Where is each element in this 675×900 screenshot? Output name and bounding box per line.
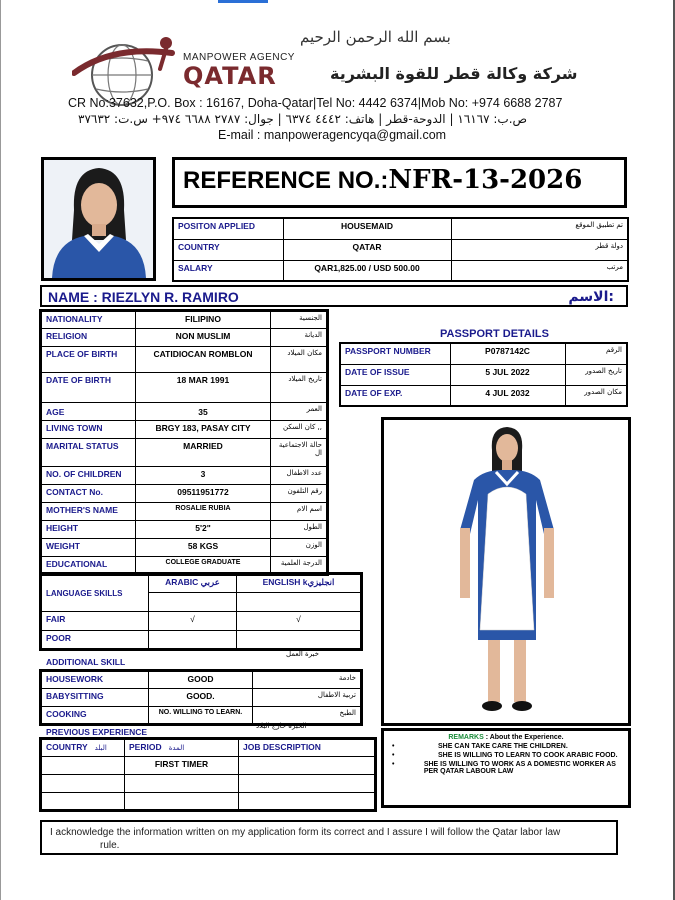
table-row: [41, 612, 362, 631]
full-body-illustration: [384, 420, 628, 723]
table-cell: [239, 757, 376, 775]
passport-row-label-arabic: مكان الصدور: [565, 385, 627, 406]
remark-text: SHE IS WILLING TO LEARN TO COOK ARABIC FOOD.: [438, 752, 618, 759]
table-row: [41, 689, 362, 707]
contact-email: E-mail : manpoweragencyqa@gmail.com: [218, 128, 447, 142]
bismillah-text: بسم الله الرحمن الرحيم: [300, 28, 451, 46]
position-label: POSITON APPLIED: [173, 218, 283, 239]
table-cell: [125, 775, 239, 793]
salary-value: QAR1,825.00 / USD 500.00: [283, 260, 451, 281]
skill-label: HOUSEWORK: [41, 671, 149, 689]
list-item: [392, 761, 620, 775]
row-label: LIVING TOWN: [41, 421, 136, 439]
passport-row-label: PASSPORT NUMBER: [340, 343, 450, 364]
acknowledgement-box: [40, 820, 618, 855]
country-label: COUNTRY: [173, 239, 283, 260]
contact-line-arabic: ص.ب: ١٦١٦٧ | الدوحة-قطر | هاتف: ٤٤٤٢ ٦٣٧٤ | جوال: ٢٧٨٧ ٦٦٨٨ ٩٧٤+ س.ت: ٣٧٦٣٢: [78, 112, 528, 126]
table-row: [41, 739, 376, 757]
brand-title: QATAR: [183, 62, 277, 90]
table-cell: [237, 631, 362, 650]
applicant-portrait-photo: [41, 157, 156, 281]
row-label-arabic: العمر: [271, 403, 328, 421]
poor-label: POOR: [41, 631, 149, 650]
experience-table: [39, 737, 377, 812]
row-label: NATIONALITY: [41, 311, 136, 329]
position-table: [172, 217, 629, 282]
table-row: [41, 671, 362, 689]
brand-title-arabic: شركة وكالة قطر للقوة البشرية: [330, 64, 578, 83]
table-row: [41, 631, 362, 650]
row-value: FILIPINO: [136, 311, 271, 329]
row-label: HEIGHT: [41, 521, 136, 539]
table-row: [41, 775, 376, 793]
row-value: 35: [136, 403, 271, 421]
country-value: QATAR: [283, 239, 451, 260]
table-row: [340, 385, 627, 406]
skill-value: NO. WILLING TO LEARN.: [149, 707, 253, 725]
table-row: [340, 364, 627, 385]
passport-table: [339, 342, 628, 407]
position-value: HOUSEMAID: [283, 218, 451, 239]
passport-details-title: PASSPORT DETAILS: [440, 328, 549, 340]
table-cell: [149, 631, 237, 650]
row-label-arabic: تاريخ الميلاد: [271, 373, 328, 403]
previous-experience-arabic: الخبرة خارج البلاد: [256, 722, 307, 730]
table-cell: [237, 593, 362, 612]
fair-label: FAIR: [41, 612, 149, 631]
reference-number: NFR-13-2026: [388, 165, 583, 195]
row-label-arabic: الديانة: [271, 329, 328, 347]
table-row: [41, 707, 362, 725]
table-cell: [41, 793, 125, 811]
row-label-arabic: اسم الام: [271, 503, 328, 521]
row-label-arabic: الجنسية: [271, 311, 328, 329]
row-label-arabic: الدرجة العلمية: [271, 557, 328, 575]
table-row: [41, 793, 376, 811]
additional-skill-table: [39, 669, 363, 726]
job-description-column-header: JOB DESCRIPTION: [239, 739, 376, 757]
table-row: [340, 343, 627, 364]
skill-value: GOOD: [149, 671, 253, 689]
table-row: [41, 503, 328, 521]
skill-label-arabic: الطبخ: [253, 707, 362, 725]
remark-text: SHE IS WILLING TO WORK AS A DOMESTIC WORKER AS PER QATAR LABOUR LAW: [423, 761, 616, 775]
applicant-name-arabic-label: الاسم:: [568, 289, 614, 305]
row-label-arabic: الطول: [271, 521, 328, 539]
remark-text: SHE CAN TAKE CARE THE CHILDREN.: [438, 743, 568, 750]
table-row: [41, 467, 328, 485]
table-row: [41, 373, 328, 403]
remarks-box: [381, 728, 631, 808]
row-label: DATE OF BIRTH: [41, 373, 136, 403]
english-column-header: ENGLISH kانجليزي: [237, 574, 362, 593]
row-value: 58 KGS: [136, 539, 271, 557]
reference-box: [172, 157, 627, 208]
table-row: [41, 329, 328, 347]
row-value: COLLEGE GRADUATE: [136, 557, 271, 575]
table-row: [41, 485, 328, 503]
language-skills-label: LANGUAGE SKILLS: [41, 574, 149, 612]
table-row: [41, 421, 328, 439]
row-label: AGE: [41, 403, 136, 421]
page-edge-left: [0, 0, 1, 900]
table-row: [41, 311, 328, 329]
contact-line-english: CR No:37632,P.O. Box : 16167, Doha-Qatar|Tel No: 4442 6374|Mob No: +974 6688 2787: [68, 96, 563, 110]
passport-row-label-arabic: تاريخ الصدور: [565, 364, 627, 385]
table-row: [173, 218, 628, 239]
skill-label: BABYSITTING: [41, 689, 149, 707]
passport-row-value: 4 JUL 2032: [450, 385, 565, 406]
bullet-icon: •: [392, 752, 395, 759]
table-cell: [41, 775, 125, 793]
row-value: 09511951772: [136, 485, 271, 503]
row-label: CONTACT No.: [41, 485, 136, 503]
period-header-arabic: المدة: [168, 744, 185, 752]
applicant-full-body-photo: [381, 417, 631, 726]
row-value: 18 MAR 1991: [136, 373, 271, 403]
row-label: PLACE OF BIRTH: [41, 347, 136, 373]
brand-subtitle: MANPOWER AGENCY: [183, 52, 295, 63]
reference-label: REFERENCE NO.:: [183, 167, 389, 194]
first-timer-value: FIRST TIMER: [125, 757, 239, 775]
bullet-icon: •: [392, 743, 395, 750]
row-value: ROSALIE RUBIA: [136, 503, 271, 521]
row-label: NO. OF CHILDREN: [41, 467, 136, 485]
position-label-arabic: تم تطبيق الموقع: [451, 218, 628, 239]
row-label: MOTHER'S NAME: [41, 503, 136, 521]
header-accent-line: [218, 0, 268, 3]
bullet-icon: •: [392, 761, 395, 768]
row-label: MARITAL STATUS: [41, 439, 136, 467]
passport-row-label: DATE OF EXP.: [340, 385, 450, 406]
acknowledgement-line-continued: rule.: [100, 840, 120, 851]
country-label-arabic: دولة قطر: [451, 239, 628, 260]
fair-english-check: √: [237, 612, 362, 631]
table-row: [41, 539, 328, 557]
period-header-text: PERIOD: [129, 742, 162, 752]
remarks-label: REMARKS: [448, 734, 484, 741]
remarks-title: [392, 734, 620, 741]
table-row: [41, 757, 376, 775]
row-label-arabic: مكان الميلاد: [271, 347, 328, 373]
arabic-column-header: ARABIC عربي: [149, 574, 237, 593]
personal-details-table: [39, 309, 329, 576]
row-label-arabic: عدد الاطفال: [271, 467, 328, 485]
list-item: [392, 752, 620, 759]
applicant-name-bar: [40, 285, 628, 307]
country-header-arabic: البلد: [94, 744, 107, 752]
passport-row-label-arabic: الرقم: [565, 343, 627, 364]
table-cell: [149, 593, 237, 612]
row-label-arabic: رقم التلفون: [271, 485, 328, 503]
table-row: [41, 347, 328, 373]
row-label-arabic: كان السكن ,,: [271, 421, 328, 439]
row-label: RELIGION: [41, 329, 136, 347]
row-label: EDUCATIONAL: [41, 557, 136, 575]
row-value: 3: [136, 467, 271, 485]
skill-label-arabic: تربية الاطفال: [253, 689, 362, 707]
passport-row-label: DATE OF ISSUE: [340, 364, 450, 385]
row-value: NON MUSLIM: [136, 329, 271, 347]
table-cell: [239, 793, 376, 811]
fair-arabic-check: √: [149, 612, 237, 631]
row-label: WEIGHT: [41, 539, 136, 557]
table-cell: [41, 757, 125, 775]
row-value: CATIDIOCAN ROMBLON: [136, 347, 271, 373]
row-label-arabic: الوزن: [271, 539, 328, 557]
passport-row-value: 5 JUL 2022: [450, 364, 565, 385]
remarks-subtitle: : About the Experience.: [485, 734, 564, 741]
list-item: [392, 743, 620, 750]
table-row: [41, 521, 328, 539]
table-row: [41, 574, 362, 593]
additional-skill-title: ADDITIONAL SKILL: [46, 657, 126, 667]
skill-value: GOOD.: [149, 689, 253, 707]
skill-label-arabic: خادمة: [253, 671, 362, 689]
acknowledgement-line: I acknowledge the information written on my application form its correct and I assure I will follow the Qatar labor law: [50, 827, 561, 838]
country-header-text: COUNTRY: [46, 742, 88, 752]
language-skills-table: [39, 572, 363, 651]
salary-label: SALARY: [173, 260, 283, 281]
applicant-name: NAME : RIEZLYN R. RAMIRO: [48, 289, 239, 305]
previous-experience-title: PREVIOUS EXPERIENCE: [46, 727, 148, 737]
skill-label: COOKING: [41, 707, 149, 725]
passport-row-value: P0787142C: [450, 343, 565, 364]
row-value: MARRIED: [136, 439, 271, 467]
row-value: 5'2": [136, 521, 271, 539]
table-row: [173, 260, 628, 281]
row-label-arabic: حالة الاجتماعية ال: [271, 439, 328, 467]
country-column-header: [41, 739, 125, 757]
additional-skill-arabic: خبرة العمل: [286, 650, 319, 658]
table-row: [173, 239, 628, 260]
table-row: [41, 403, 328, 421]
period-column-header: [125, 739, 239, 757]
salary-label-arabic: مرتب: [451, 260, 628, 281]
table-cell: [239, 775, 376, 793]
table-cell: [125, 793, 239, 811]
row-value: BRGY 183, PASAY CITY: [136, 421, 271, 439]
table-row: [41, 439, 328, 467]
portrait-illustration: [44, 160, 153, 278]
